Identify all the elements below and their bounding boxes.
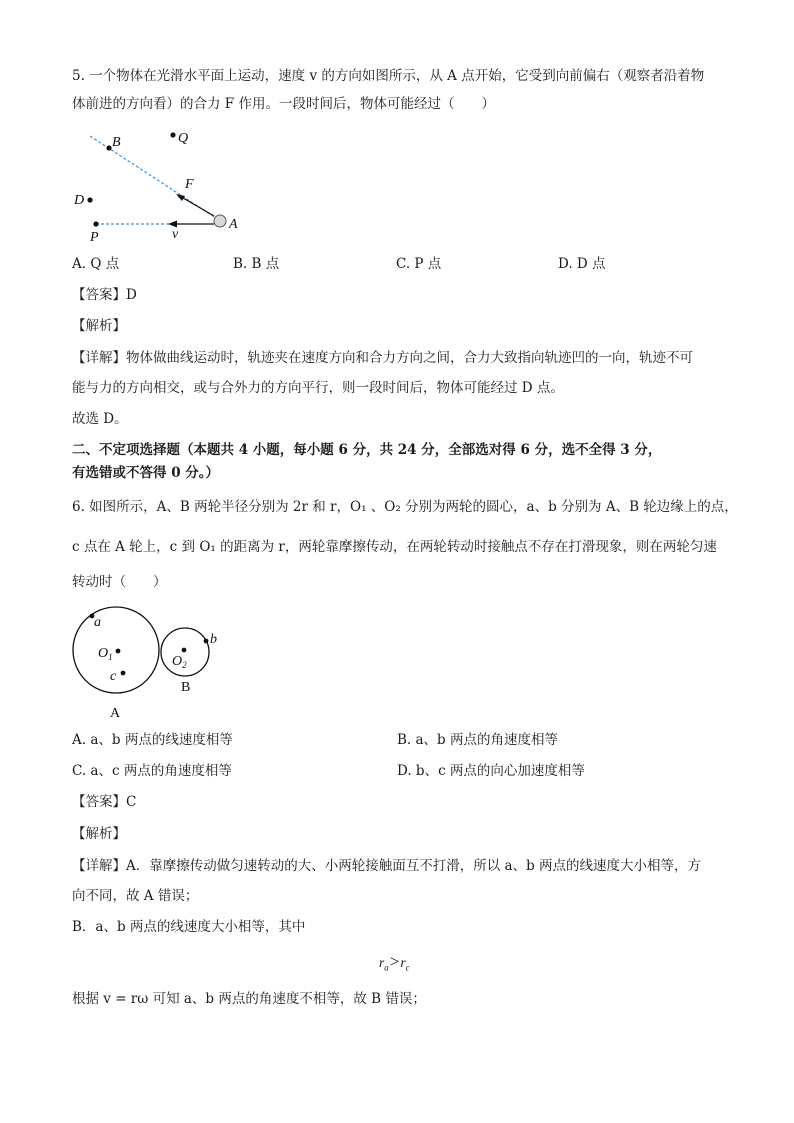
point-Q-dot [170, 132, 175, 137]
q6-detail-line4: 根据 v = rω 可知 a、b 两点的角速度不相等，故 B 错误； [72, 991, 426, 1007]
label-P: P [90, 230, 99, 245]
label-F: F [185, 177, 194, 192]
q5-analysis-heading: 【解析】 [72, 318, 126, 334]
q6-formula-ra-gt-rc: $r_a>r_c$ [379, 952, 410, 973]
q6-option-c: C. a、c 两点的角速度相等 [72, 763, 232, 779]
label-O2: $O_2$ [172, 654, 187, 670]
q5-conclusion: 故选 D。 [72, 411, 128, 427]
label-a: a [94, 615, 101, 630]
force-arrowhead [176, 194, 185, 201]
q6-answer: 【答案】C [72, 794, 137, 810]
q6-figure [70, 600, 220, 722]
point-c-dot [121, 671, 126, 676]
section2-heading-line1: 二、不定项选择题（本题共 4 小题，每小题 6 分，共 24 分，全部选对得 6 分，选不全得 3 分， [72, 442, 662, 458]
q5-stem-line1: 5. 一个物体在光滑水平面上运动，速度 v 的方向如图所示，从 A 点开始，它受到向前偏右（观察者沿着物 [72, 68, 705, 84]
point-A-ball [214, 215, 226, 227]
label-wheel-A: A [110, 706, 121, 721]
label-c: c [110, 669, 117, 684]
point-D-dot [87, 197, 92, 202]
q6-stem-line1: 6. 如图所示，A、B 两轮半径分别为 2r 和 r，O₁ 、O₂ 分别为两轮的圆心，a、b 分别为 A、B 轮边缘上的点， [72, 499, 738, 515]
point-b-dot [204, 639, 209, 644]
point-O2-dot [182, 648, 187, 653]
q6-option-b: B. a、b 两点的角速度相等 [397, 732, 558, 748]
q6-analysis-heading: 【解析】 [72, 826, 126, 842]
point-B-dot [106, 145, 111, 150]
q6-detail-line1: 【详解】A．靠摩擦传动做匀速转动的大、小两轮接触面互不打滑，所以 a、b 两点的线速度大小相等，方 [72, 858, 702, 874]
point-P-dot [93, 221, 98, 226]
q5-stem-line2: 体前进的方向看）的合力 F 作用。一段时间后，物体可能经过（ ） [72, 96, 495, 112]
label-A: A [229, 217, 238, 232]
q6-option-a: A. a、b 两点的线速度相等 [72, 732, 233, 748]
q5-option-c: C. P 点 [396, 256, 442, 272]
q5-detail-line1: 【详解】物体做曲线运动时，轨迹夹在速度方向和合力方向之间，合力大致指向轨迹凹的一向，轨迹不可 [72, 350, 693, 366]
q5-option-d: D. D 点 [558, 256, 606, 272]
q5-option-b: B. B 点 [233, 256, 280, 272]
label-b: b [210, 632, 217, 647]
q6-option-d: D. b、c 两点的向心加速度相等 [397, 763, 585, 779]
q5-detail-line2: 能与力的方向相交，或与合外力的方向平行，则一段时间后，物体可能经过 D 点。 [72, 380, 564, 396]
point-O1-dot [116, 649, 121, 654]
q6-stem-line2: c 点在 A 轮上，c 到 O₁ 的距离为 r，两轮靠摩擦传动，在两轮转动时接触点不存在打滑现象，则在两轮匀速 [72, 539, 717, 555]
q5-figure [72, 126, 272, 250]
q5-answer: 【答案】D [72, 287, 137, 303]
q6-detail-line2: 向不同，故 A 错误； [72, 888, 199, 904]
section2-heading-line2: 有选错或不答得 0 分。） [72, 465, 220, 481]
q5-option-a: A. Q 点 [72, 256, 120, 272]
label-wheel-B: B [181, 680, 191, 695]
label-O1: $O_1$ [98, 646, 113, 662]
label-B: B [112, 135, 121, 150]
q6-stem-line3: 转动时（ ） [72, 574, 167, 590]
label-v: v [172, 227, 179, 242]
label-Q: Q [178, 131, 189, 146]
label-D: D [74, 193, 85, 208]
q6-detail-line3: B．a、b 两点的线速度大小相等，其中 [72, 919, 306, 935]
